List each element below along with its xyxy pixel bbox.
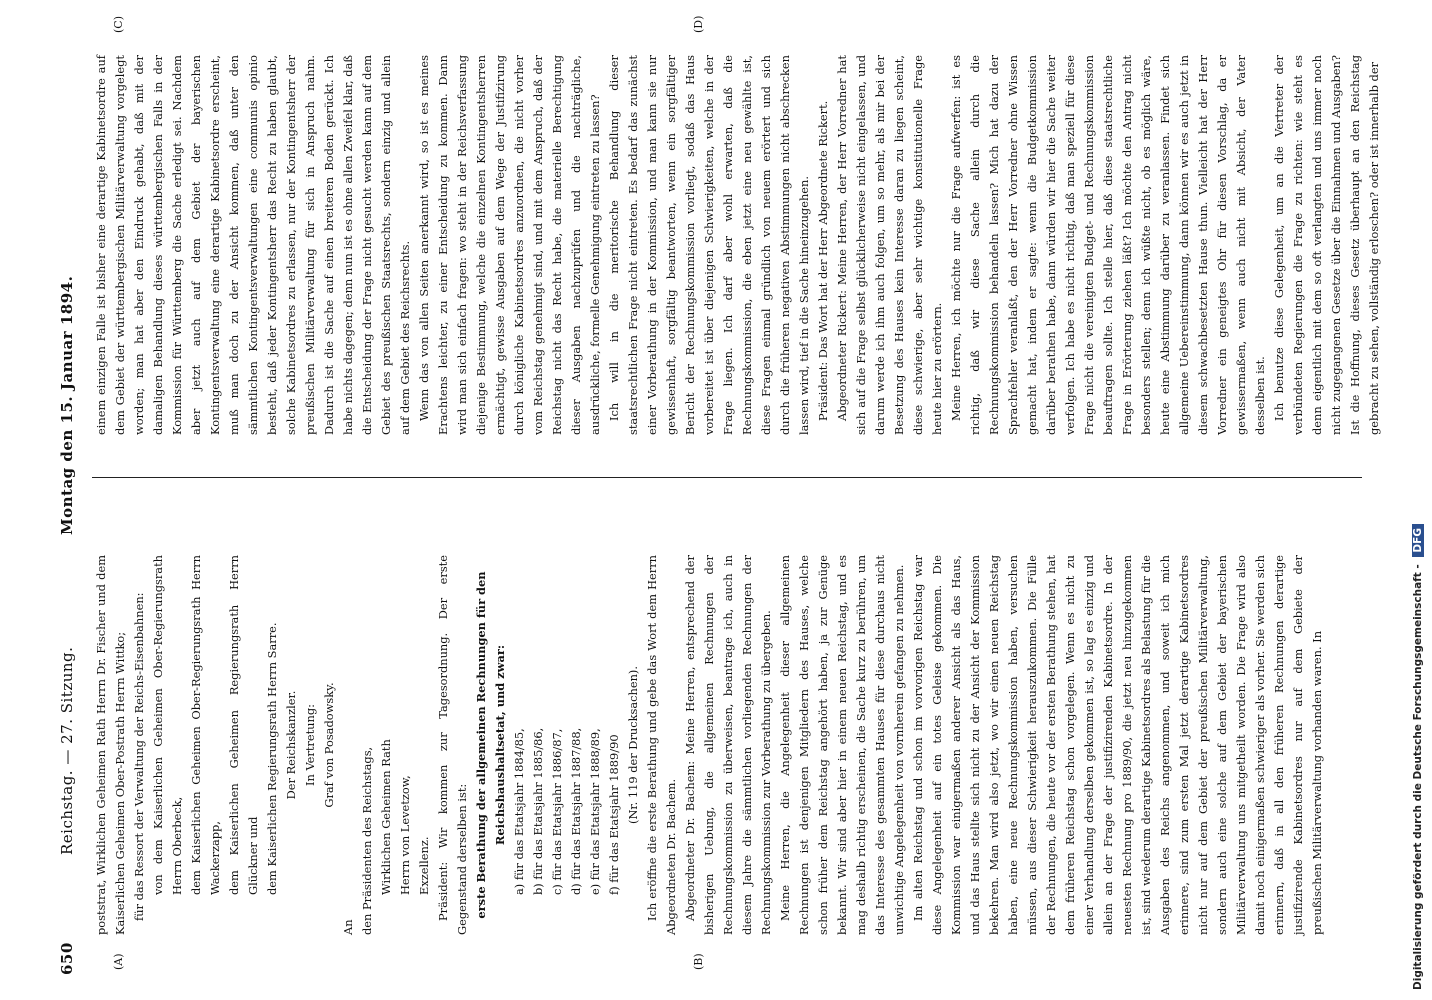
paragraph: einem einzigen Falle ist bisher eine derartige Kabinetsordre auf dem Gebiet der württembergischen Militärverwaltung vorgelegt worden; man hat aber den Eindruck gehabt, daß mit der damaligen Behandlung dieses württembergischen Falls in der Kommission für Württemberg die Sache erledigt sei. Nachdem aber jetzt auch auf dem Gebiet der bayerischen Kontingentsverwaltung eine derartige Kabinetsordre erscheint, muß man doch zu der Ansicht kommen, daß unter den sämmtlichen Kontingentsverwaltungen eine communis opinio besteht, daß jeder Kontingentsherr das Recht zu haben glaubt, solche Kabinetsordres zu erlassen, nur der Kontingentsherr der preußischen Militärverwaltung für sich in Anspruch nahm. Dadurch ist die Sache auf einen breiteren Boden gerückt. Ich habe nichts dagegen; denn nun ist es ohne allen Zweifel klar, daß die Entscheidung der Frage nicht gesucht werden kann auf dem Gebiet des preußischen Staatsrechts, sondern einzig und allein auf dem Gebiet des Reichsrechts.: [94, 55, 412, 435]
margin-mark-c: (C): [112, 16, 125, 33]
left-column: [92, 555, 1327, 935]
paragraph: Abgeordneter Dr. Bachem: Meine Herren, entsprechend der bisherigen Uebung, die allgemeinen Rechnungen der Rechnungskommission zu überweisen, beantrage ich, auch in diesem Jahre die sämmtlichen vorliegenden Rechnungen der Rechnungskommission zur Vorberathung zu übergeben.: [683, 555, 773, 935]
address-line: den Präsidenten des Reichstags,: [360, 746, 374, 935]
paragraph: von dem Kaiserlichen Geheimen Ober-Regierungsrath Herrn Oberbeck,: [151, 555, 184, 895]
address-line: Exzellenz.: [417, 836, 431, 895]
signature-line: Der Reichskanzler.: [284, 690, 298, 800]
paragraph: Meine Herren, ich möchte nur die Frage aufwerfen: ist es richtig, daß wir diese Sache allein durch die Rechnungskommission behandeln lassen? Mich hat dazu der Sprachfehler veranlaßt, den der Herr Vorredner ohne Wissen gemacht hat, indem er sagte: wenn die Budgetkommission darüber berathen habe, dann würden wir hier die Sache weiter verfolgen. Ich habe es nicht richtig, daß man speziell für diese Frage nicht die vereinigten Budget- und Rechnungskommission beauftragen sollte. Ich stelle hier, daß diese staatsrechtliche Frage in Erörterung ziehen läßt? Ich möchte den Antrag nicht besonders stellen; denn ich wüßte nicht, ob es möglich wäre, heute eine Abstimmung darüber zu veranlassen. Findet sich allgemeine Uebereinstimmung, dann können wir es auch jetzt in diesem schwachbesetzten Hause thun. Vielleicht hat der Herr Vorredner ein geneigtes Ohr für diesen Vorschlag, da er gewissermaßen, wenn auch nicht mit Absicht, der Vater desselben ist.: [949, 55, 1267, 435]
paragraph: Ich eröffne die erste Berathung und gebe das Wort dem Herrn Abgeordneten Dr. Bachem.: [645, 555, 678, 935]
paragraph: Präsident: Das Wort hat der Herr Abgeordnete Rickert.: [816, 100, 830, 421]
margin-mark-b: (B): [692, 953, 705, 970]
page-number: 650: [58, 942, 76, 975]
running-header: [52, 15, 82, 975]
rotated-page: [52, 15, 1381, 975]
address-line: Wirklichen Geheimen Rath: [379, 739, 393, 895]
paragraph: Präsident: Wir kommen zur Tagesordnung. Der erste Gegenstand derselben ist:: [436, 555, 469, 935]
agenda-heading: erste Berathung der allgemeinen Rechnungen für den Reichshaushaltsetat, und zwar:: [474, 571, 507, 919]
dfg-credit: [1412, 30, 1424, 990]
paragraph: dem Kaiserlichen Geheimen Regierungsrath Herrn Glückner und: [227, 555, 260, 895]
session-date: Montag den 15. Januar 1894.: [58, 275, 76, 535]
margin-mark-a: (A): [112, 953, 125, 970]
list-item: d) für das Etatsjahr 1887/88,: [569, 727, 583, 895]
right-column: [92, 55, 1384, 435]
paragraph: Ich will in die meritorische Behandlung dieser staatsrechtlichen Frage nicht eintreten. Es bedarf das zunächst einer Vorberathung in der Kommission, und man kann sie nur gewissenhaft, sorgfältig beantworten, wenn ein sorgfältiger Bericht der Rechnungskommission vorliegt, sodaß das Haus vorbereitet ist über diejenigen Schwierigkeiten, welche in der Frage liegen. Ich darf aber wohl erwarten, daß die Rechnungskommission, die eben jetzt eine neu gewählte ist, diese Fragen einmal gründlich von neuem erörtert und sich durch die früheren negativen Abstimmungen nicht abschrecken lassen wird, tief in die Sache hineinzugehen.: [607, 55, 811, 435]
paragraph: dem Kaiserlichen Geheimen Ober-Regierungsrath Herrn Wackerzapp,: [189, 555, 222, 895]
signature-name: Graf von Posadowsky.: [322, 682, 336, 808]
paragraph: dem Kaiserlichen Regierungsrath Herrn Sarre.: [265, 622, 279, 895]
paragraph: poststrat, Wirklichen Geheimen Rath Herrn Dr. Fischer und dem Kaiserlichen Geheimen Ober-Postrath Herrn Wittko;: [94, 555, 127, 935]
column-divider: [92, 477, 1362, 478]
list-item: f) für das Etatsjahr 1889/90: [607, 734, 621, 895]
drucksache-ref: (Nr. 119 der Drucksachen).: [626, 666, 640, 824]
paragraph: Abgeordneter Rickert: Meine Herren, der Herr Vorredner hat sich auf die Frage selbst glücklicherweise nicht eingelassen, und darum werde ich ihm auch folgen, um so mehr, als mir bei der Besetzung des Hauses kein Interesse daran zu liegen scheint, diese schwierige, aber sehr wichtige konstitutionelle Frage heute hier zu erörtern.: [835, 55, 944, 435]
dfg-logo: DFG: [1412, 524, 1424, 557]
margin-mark-d: (D): [692, 15, 705, 33]
paragraph: für das Ressort der Verwaltung der Reichs-Eisenbahnen:: [132, 592, 146, 921]
session-title: Reichstag. — 27. Sitzung.: [58, 646, 76, 855]
list-item: c) für das Etatsjahr 1886/87,: [550, 728, 564, 895]
list-item: a) für das Etatsjahr 1884/85,: [512, 728, 526, 895]
paragraph: Im alten Reichstag und schon im vorvorigen Reichstag war diese Angelegenheit auf ein totes Geleise gekommen. Die Kommission war einigermaßen anderer Ansicht als das Haus, und das Haus stellte sich nicht zu der Ansicht der Kommission bekehren. Man wird also jetzt, wo wir einen neuen Reichstag haben, eine neue Rechnungskommission haben, versuchen müssen, aus dieser Schwierigkeit herauszukommen. Die Fülle der Rechnungen, die heute vor der ersten Berathung stehen, hat dem früheren Reichstag schon vorgelegen. Wenn es nicht zu einer Verhandlung derselben gekommen ist, so lag es einzig und allein an der Frage der justifizirenden Kabinetsordre. In der neuesten Rechnung pro 1889/90, die jetzt neu hinzugekommen ist, sind wiederum derartige Kabinetsordres als Belastung für die Ausgaben des Reichs angenommen, und soweit ich mich erinnere, sind zum ersten Mal jetzt derartige Kabinetsordres nicht nur auf dem Gebiet der preußischen Militärverwaltung, sondern auch eine solche auf dem Gebiet der bayerischen Militärverwaltung uns mitgetheilt worden. Die Frage wird also damit noch einigermaßen schwieriger als vorher. Sie werden sich erinnern, daß in all den früheren Rechnungen derartige justifizirende Kabinetsordres nur auf dem Gebiete der preußischen Militärverwaltung vorhanden waren. In: [911, 555, 1324, 935]
paragraph: Wenn das von allen Seiten anerkannt wird, so ist es meines Erachtens leichter, zu einer Entscheidung zu kommen. Dann wird man sich einfach fragen: wo steht in der Reichsverfassung diejenige Bestimmung, welche die einzelnen Kontingentsherren ermächtigt, gewisse Ausgaben auf dem Wege der Justifizirung durch königliche Kabinetsordres anzuordnen, die nicht vorher vom Reichstag genehmigt sind, und mit dem Anspruch, daß der Reichstag nicht das Recht habe, die materielle Berechtigung dieser Ausgaben nachzuprüfen und die nachträgliche, ausdrückliche, formelle Genehmigung eintreten zu lassen?: [417, 55, 602, 435]
list-item: b) für das Etatsjahr 1885/86,: [531, 727, 545, 895]
address-line: An: [341, 919, 355, 935]
paragraph: Meine Herren, die Angelegenheit dieser allgemeinen Rechnungen ist denjenigen Mitgliedern des Hauses, welche schon früher dem Reichstag angehört haben, ja zur Genüge bekannt. Wir sind aber hier in einem neuen Reichstag, und es mag deshalb richtig erscheinen, die Sache kurz zu berühren, um das Interesse des gesammten Hauses für diese durchaus nicht unwichtige Angelegenheit von vornherein gefangen zu nehmen.: [778, 555, 906, 935]
address-line: Herrn von Levetzow,: [398, 775, 412, 895]
list-item: e) für das Etatsjahr 1888/89,: [588, 728, 602, 895]
paragraph: Ich benutze diese Gelegenheit, um an die Vertreter der verbündeten Regierungen die Frage zu richten: wie steht es denn eigentlich mit dem so oft verlangten und uns immer noch nicht zugegangenen Gesetze über die Einnahmen und Ausgaben? Ist die Hoffnung, dieses Gesetz überhaupt an den Reichstag gebracht zu sehen, vollständig erloschen? oder ist innerhalb der: [1272, 55, 1381, 435]
signature-line: In Vertretung:: [303, 704, 317, 786]
dfg-credit-strip: [1408, 0, 1432, 1000]
dfg-credit-text: Digitalisierung gefördert durch die Deutsche Forschungsgemeinschaft -: [1412, 564, 1424, 990]
